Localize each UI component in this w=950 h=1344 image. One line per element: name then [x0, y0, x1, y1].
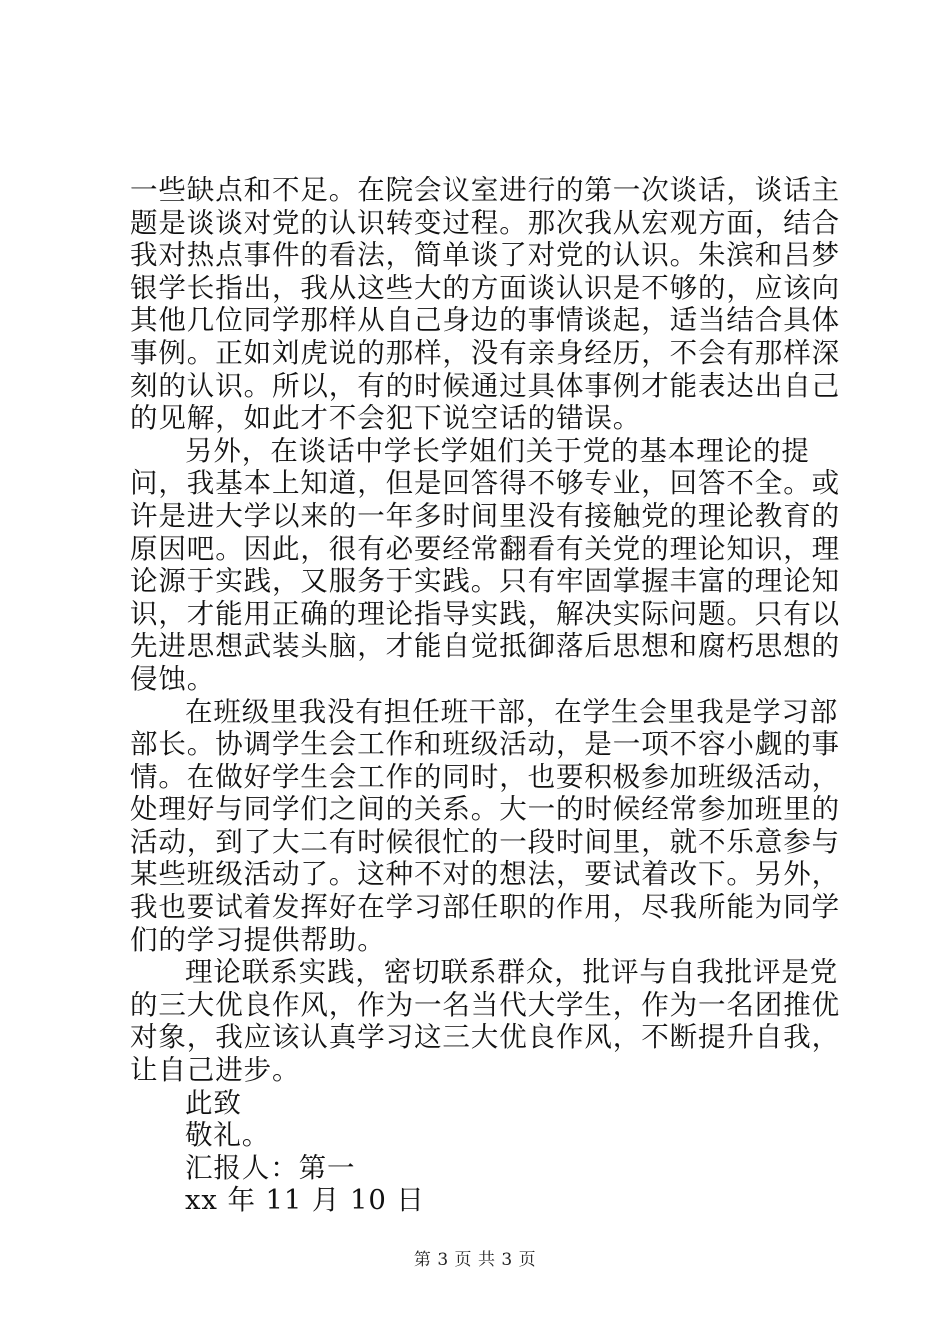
paragraph-theory: 另外，在谈话中学长学姐们关于党的基本理论的提问，我基本上知道，但是回答得不够专业，回答不全。或许是进大学以来的一年多时间里没有接触党的理论教育的原因吧。因此，很有必要经常翻看有关党的理论知识，理论源于实践，又服务于实践。只有牢固掌握丰富的理论知识，才能用正确的理论指导实践，解决实际问题。只有以先进思想武装头脑，才能自觉抵御落后思想和腐朽思想的侵蚀。 [130, 434, 840, 695]
document-body [130, 174, 842, 1217]
paragraph-conclusion: 理论联系实践，密切联系群众，批评与自我批评是党的三大优良作风，作为一名当代大学生，作为一名团推优对象，我应该认真学习这三大优良作风，不断提升自我，让自己进步。 [130, 956, 840, 1087]
report-date: xx 年 11 月 10 日 [185, 1184, 425, 1217]
paragraph-student-union: 在班级里我没有担任班干部，在学生会里我是学习部部长。协调学生会工作和班级活动，是一项不容小觑的事情。在做好学生会工作的同时，也要积极参加班级活动，处理好与同学们之间的关系。大一的时候经常参加班里的活动，到了大二有时候很忙的一段时间里，就不乐意参与某些班级活动了。这种不对的想法，要试着改下。另外，我也要试着发挥好在学习部任职的作用，尽我所能为同学们的学习提供帮助。 [130, 695, 840, 956]
salutation-line-2: 敬礼。 [185, 1119, 271, 1152]
salutation-line-1: 此致 [185, 1086, 242, 1119]
reporter-signature: 汇报人：第一 [185, 1151, 356, 1184]
page-footer: 第 3 页 共 3 页 [413, 1250, 537, 1270]
paragraph-continuation: 一些缺点和不足。在院会议室进行的第一次谈话，谈话主题是谈谈对党的认识转变过程。那次我从宏观方面，结合我对热点事件的看法，简单谈了对党的认识。朱滨和吕梦银学长指出，我从这些大的方面谈认识是不够的，应该向其他几位同学那样从自己身边的事情谈起，适当结合具体事例。正如刘虎说的那样，没有亲身经历，不会有那样深刻的认识。所以，有的时候通过具体事例才能表达出自己的见解，如此才不会犯下说空话的错误。 [130, 174, 840, 435]
